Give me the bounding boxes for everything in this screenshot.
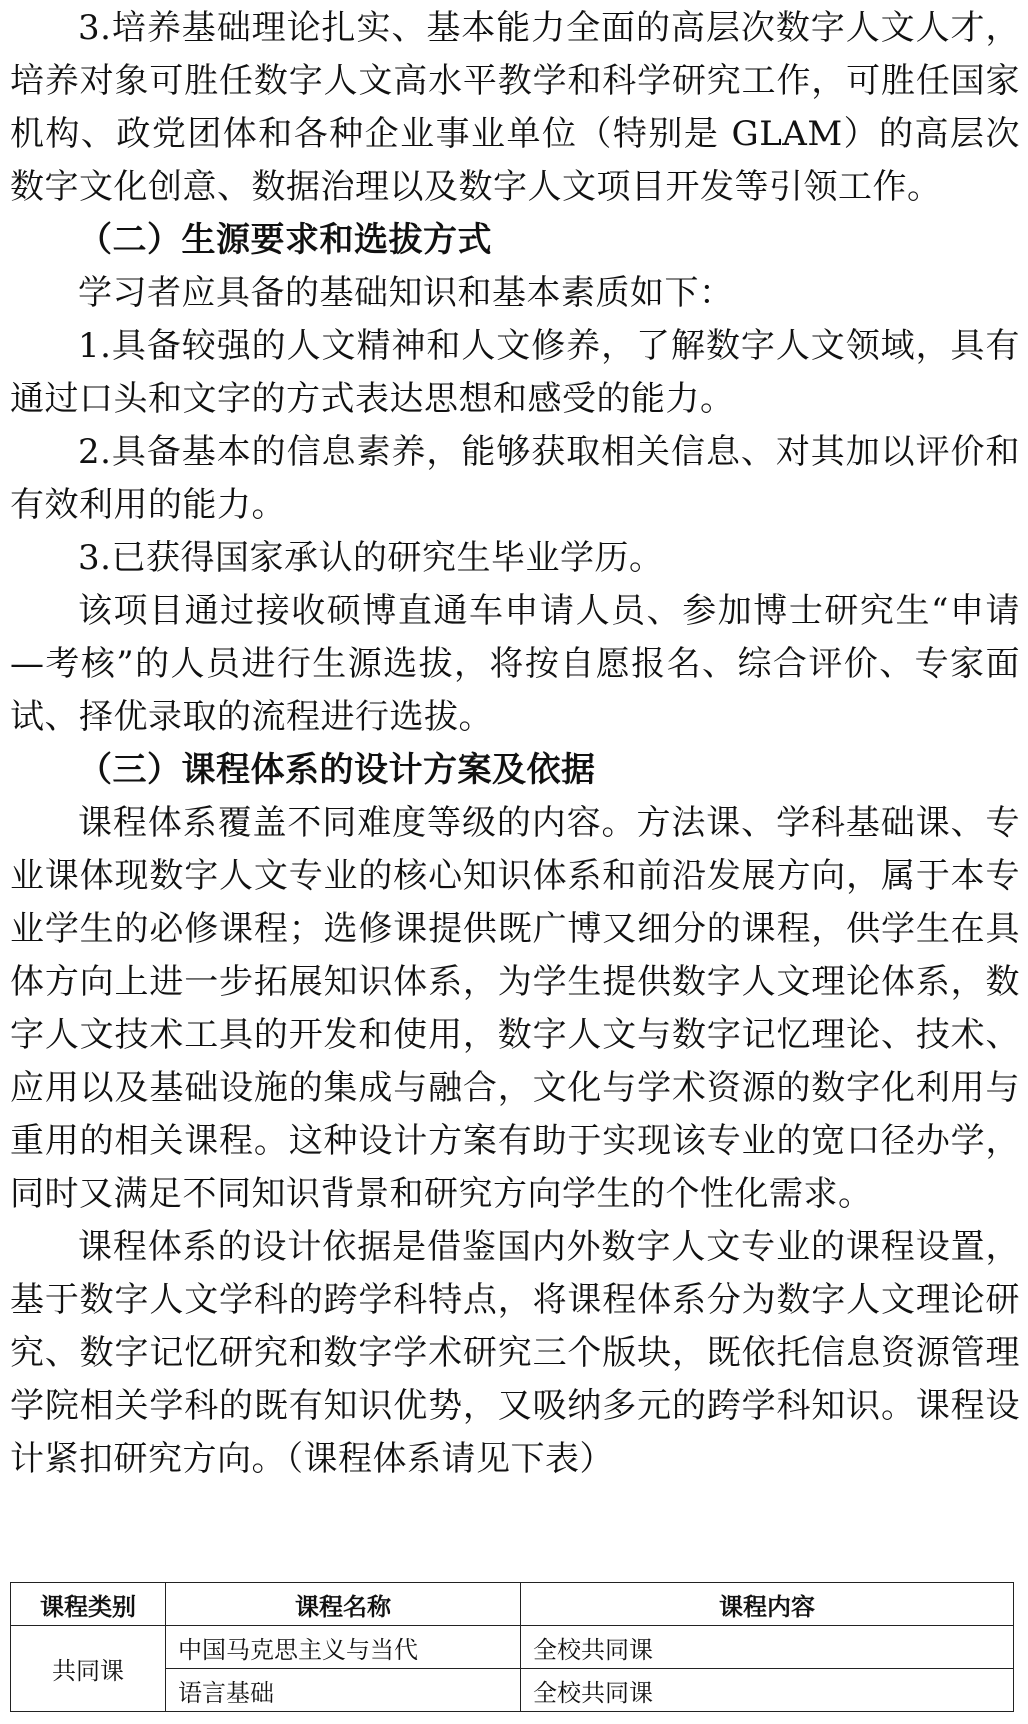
paragraph-training-goal-3: 3.培养基础理论扎实、基本能力全面的高层次数字人文人才，培养对象可胜任数字人文高水平教学和科学研究工作，可胜任国家机构、政党团体和各种企业事业单位（特别是 GLAM）的高层次数字文化创意、数据治理以及数字人文项目开发等引领工作。: [10, 8, 1020, 207]
document-body: [10, 2, 1020, 1486]
table-header-row: [11, 1583, 1014, 1626]
curriculum-table: [10, 1582, 1014, 1712]
course-content-cell: 全校共同课: [521, 1669, 1014, 1712]
paragraph-selection: 该项目通过接收硕博直通车申请人员、参加博士研究生“申请—考核”的人员进行生源选拔，将按自愿报名、综合评价、专家面试、择优录取的流程进行选拔。: [10, 591, 1020, 737]
header-category: 课程类别: [11, 1583, 166, 1626]
paragraph-curriculum-design: 课程体系覆盖不同难度等级的内容。方法课、学科基础课、专业课体现数字人文专业的核心知识体系和前沿发展方向，属于本专业学生的必修课程；选修课提供既广博又细分的课程，供学生在具体方向上进一步拓展知识体系，为学生提供数字人文理论体系，数字人文技术工具的开发和使用，数字人文与数字记忆理论、技术、应用以及基础设施的集成与融合，文化与学术资源的数字化利用与重用的相关课程。这种设计方案有助于实现该专业的宽口径办学，同时又满足不同知识背景和研究方向学生的个性化需求。: [10, 803, 1020, 1214]
table-row: [11, 1626, 1014, 1669]
paragraph-requirement-2: 2.具备基本的信息素养，能够获取相关信息、对其加以评价和有效利用的能力。: [10, 432, 1020, 525]
section-heading-2: （二）生源要求和选拔方式: [78, 220, 492, 260]
course-name-cell: 语言基础: [166, 1669, 521, 1712]
section-heading-3: （三）课程体系的设计方案及依据: [78, 750, 596, 790]
paragraph-requirement-3: 3.已获得国家承认的研究生毕业学历。: [78, 538, 664, 578]
course-content-cell: 全校共同课: [521, 1626, 1014, 1669]
curriculum-table-wrapper: [10, 1582, 1014, 1712]
category-cell: 共同课: [11, 1626, 166, 1712]
paragraph-requirement-1: 1.具备较强的人文精神和人文修养，了解数字人文领域，具有通过口头和文字的方式表达思想和感受的能力。: [10, 326, 1020, 419]
course-name-cell: 中国马克思主义与当代: [166, 1626, 521, 1669]
paragraph-curriculum-basis: 课程体系的设计依据是借鉴国内外数字人文专业的课程设置，基于数字人文学科的跨学科特点，将课程体系分为数字人文理论研究、数字记忆研究和数字学术研究三个版块，既依托信息资源管理学院相关学科的既有知识优势，又吸纳多元的跨学科知识。课程设计紧扣研究方向。（课程体系请见下表）: [10, 1227, 1020, 1479]
paragraph-requirements-intro: 学习者应具备的基础知识和基本素质如下：: [78, 273, 734, 313]
header-course-name: 课程名称: [166, 1583, 521, 1626]
header-course-content: 课程内容: [521, 1583, 1014, 1626]
